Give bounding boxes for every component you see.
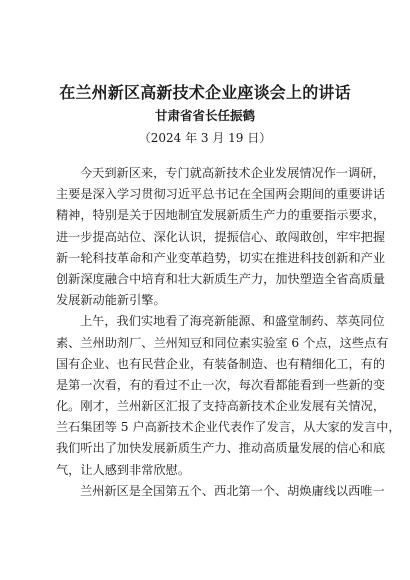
paragraph-line: 进一步提高站位、深化认识，提振信心、敢闯敢创，牢牢把握 — [56, 229, 386, 244]
paragraph-line: 是第一次看，有的看过不止一次，每次看都能看到一些新的变 — [56, 377, 386, 392]
paragraph-line: 创新深度融合中培育和壮大新质生产力，加快塑造全省高质量 — [56, 271, 386, 286]
speech-date: （2024 年 3 月 19 日） — [138, 131, 272, 145]
paragraph-line: 化。刚才，兰州新区汇报了支持高新技术企业发展有关情况， — [56, 399, 386, 414]
paragraph-line: 气，让人感到非常欣慰。 — [56, 462, 191, 477]
paragraph-line: 发展新动能新引擎。 — [56, 293, 166, 308]
paragraph-line: 上午，我们实地看了海亮新能源、和盛堂制药、萃英同位 — [80, 314, 385, 329]
speech-body — [56, 163, 401, 502]
paragraph-line: 主要是深入学习贯彻习近平总书记在全国两会期间的重要讲话 — [56, 187, 386, 202]
speech-title: 在兰州新区高新技术企业座谈会上的讲话 — [59, 83, 351, 102]
paragraph-line: 素、兰州助剂厂、兰州知豆和同位素实验室 6 个点，这些点有 — [56, 335, 389, 350]
paragraph-line: 兰州新区是全国第五个、西北第一个、胡焕庸线以西唯一 — [80, 483, 385, 498]
paragraph-line: 今天到新区来，专门就高新技术企业发展情况作一调研， — [80, 166, 385, 180]
paragraph-line: 精神，特别是关于因地制宜发展新质生产力的重要指示要求， — [56, 208, 386, 223]
paragraph-line: 新一轮科技革命和产业变革趋势，切实在推进科技创新和产业 — [56, 250, 386, 265]
paragraph-line: 兰石集团等 5 户高新技术企业代表作了发言，从大家的发言中， — [56, 420, 401, 435]
paragraph-line: 我们听出了加快发展新质生产力、推动高质量发展的信心和底 — [56, 441, 386, 456]
paragraph-line: 国有企业、也有民营企业，有装备制造、也有精细化工，有的 — [56, 356, 386, 371]
speaker-line: 甘肃省省长任振鹤 — [154, 108, 255, 123]
